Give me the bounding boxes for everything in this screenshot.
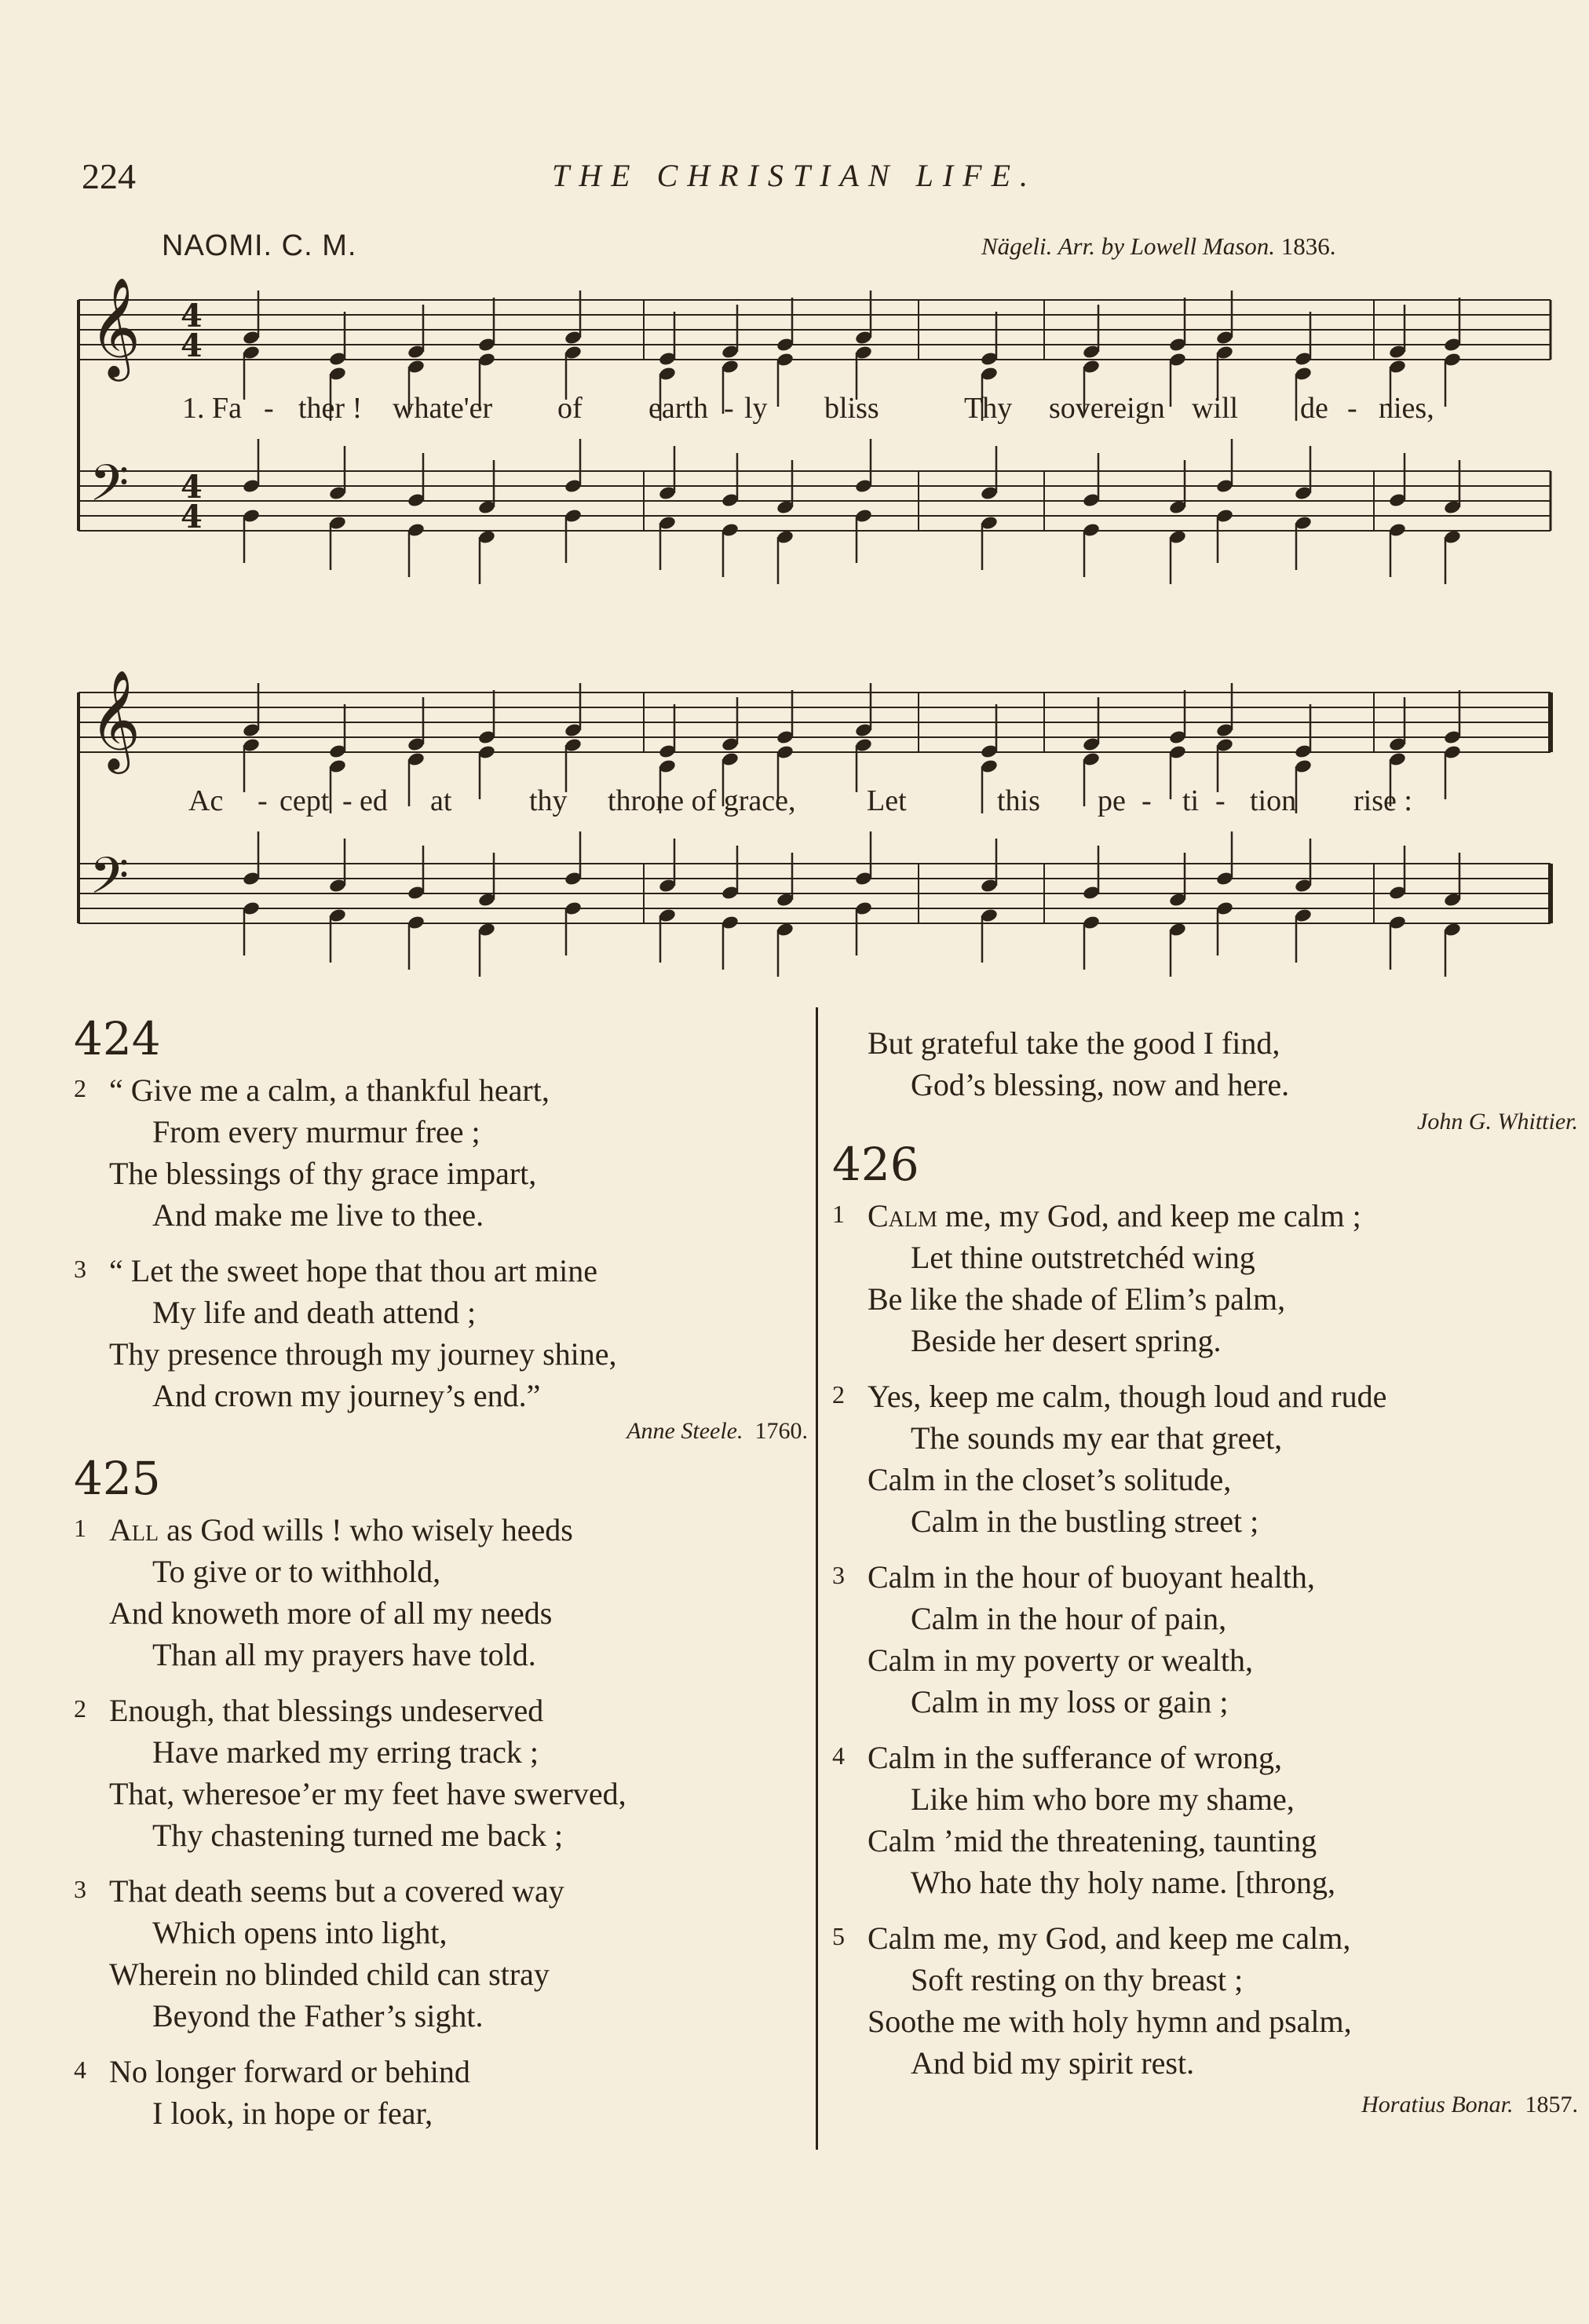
- verse-line: Who hate thy holy name. [throng,: [911, 1865, 1335, 1900]
- stanza-number: 2: [74, 1074, 86, 1102]
- verse-line-rest: as God wills ! who wisely heeds: [159, 1512, 573, 1548]
- verse-line: And knoweth more of all my needs: [109, 1595, 553, 1631]
- hymn-number: 426: [832, 1138, 919, 1191]
- verse-line: Be like the shade of Elim’s palm,: [868, 1281, 1286, 1317]
- lyric-syllable: of: [557, 392, 583, 425]
- year: 1857.: [1525, 2092, 1578, 2118]
- verse-line: Enough, that blessings undeserved: [109, 1693, 544, 1728]
- time-signature: 4: [181, 499, 203, 535]
- lyric-syllable: -: [1142, 784, 1152, 817]
- stanza: [74, 1069, 808, 1236]
- lyric-syllable: will: [1192, 392, 1239, 425]
- lyric-syllable: sovereign: [1049, 392, 1165, 425]
- verse-line: Soft resting on thy breast ;: [911, 1962, 1244, 1997]
- lyric-syllable: ti: [1182, 784, 1200, 817]
- hymn-attribution: [832, 1109, 1578, 1135]
- verse-line: Soothe me with holy hymn and psalm,: [868, 2004, 1352, 2039]
- stanza: [832, 1376, 1554, 1542]
- verse-line: Calm in my loss or gain ;: [911, 1684, 1229, 1719]
- stanza: [832, 1917, 1554, 2084]
- verse-line: Calm me, my God, and keep me calm,: [868, 1920, 1351, 1956]
- verse-line: From every murmur free ;: [152, 1114, 480, 1149]
- lyric-syllable: at: [430, 784, 452, 817]
- lyric-syllable: -: [342, 784, 353, 817]
- lyric-syllable: thy: [529, 784, 568, 817]
- author: John G. Whittier.: [1417, 1109, 1578, 1135]
- running-title: THE CHRISTIAN LIFE.: [552, 158, 1037, 193]
- stanza-continued: [832, 1022, 1554, 1105]
- stanza: [832, 1556, 1554, 1723]
- lyric-syllable: ther !: [298, 392, 363, 425]
- verse-line: Calm in the bustling street ;: [911, 1504, 1259, 1539]
- verse-line: Let thine outstretchéd wing: [911, 1240, 1255, 1275]
- lyric-syllable: whate'er: [393, 392, 493, 425]
- verse-line: That death seems but a covered way: [109, 1873, 564, 1909]
- stanza: [74, 1690, 808, 1856]
- lyric-syllable: -: [1215, 784, 1226, 817]
- stanza-number: 1: [832, 1200, 845, 1228]
- stanza-number: 4: [74, 2055, 86, 2084]
- hymn-number: 425: [74, 1452, 161, 1505]
- verse-line: Beside her desert spring.: [911, 1323, 1222, 1358]
- verse-line-rest: me, my God, and keep me calm ;: [937, 1198, 1361, 1233]
- right-column: [832, 1005, 1578, 2125]
- stanza: [832, 1737, 1554, 1903]
- verse-line: To give or to withhold,: [152, 1554, 441, 1589]
- stanza-number: 3: [74, 1875, 86, 1903]
- time-signature: 4: [181, 298, 203, 334]
- bass-clef: 𝄢: [89, 847, 130, 918]
- left-column: [74, 1005, 808, 2148]
- verse-line: But grateful take the good I find,: [868, 1025, 1280, 1061]
- lyric-syllable: nies,: [1379, 392, 1434, 425]
- lyric-syllable: earth: [648, 392, 708, 425]
- music-score: [0, 0, 1589, 989]
- tune-name: NAOMI. C. M.: [162, 229, 357, 262]
- lyric-syllable: Ac: [188, 784, 224, 817]
- time-signature: 4: [181, 469, 203, 506]
- initial-word: Calm: [868, 1198, 937, 1233]
- verse-line: Which opens into light,: [152, 1915, 447, 1950]
- verse-line: Calm in my poverty or wealth,: [868, 1643, 1254, 1678]
- verse-line: And crown my journey’s end.”: [152, 1378, 541, 1413]
- verse-line: That, wheresoe’er my feet have swerved,: [109, 1776, 626, 1811]
- verse-line: Thy presence through my journey shine,: [109, 1336, 617, 1372]
- lyric-syllable: -: [1347, 392, 1357, 425]
- stanza-number: 3: [74, 1255, 86, 1283]
- stanza: [74, 1250, 808, 1416]
- initial-word: All: [109, 1512, 159, 1548]
- lyric-syllable: tion: [1250, 784, 1297, 817]
- lyric-syllable: ed: [360, 784, 388, 817]
- lyric-syllable: -: [258, 784, 268, 817]
- author: Horatius Bonar.: [1361, 2092, 1514, 2118]
- stanza-number: 4: [832, 1741, 845, 1770]
- stanza-number: 1: [74, 1514, 86, 1542]
- verse-line: The sounds my ear that greet,: [911, 1420, 1283, 1456]
- verse-line: Calm in the hour of buoyant health,: [868, 1559, 1315, 1595]
- verse-line: Like him who bore my shame,: [911, 1781, 1295, 1817]
- verse-line: [74, 1509, 808, 1551]
- column-divider: [816, 1007, 818, 2150]
- verse-line: Yes, keep me calm, though loud and rude: [868, 1379, 1387, 1414]
- treble-clef: 𝄞: [89, 276, 141, 377]
- lyric-syllable: ly: [744, 392, 768, 425]
- stanza-number: 2: [832, 1380, 845, 1409]
- verse-line: Beyond the Father’s sight.: [152, 1998, 484, 2034]
- stanza: [832, 1195, 1554, 1361]
- year: 1760.: [754, 1418, 808, 1444]
- verse-line: [832, 1195, 1554, 1237]
- lyric-syllable: bliss: [824, 392, 879, 425]
- lyric-syllable: cept: [279, 784, 330, 817]
- lyric-syllable: 1. Fa: [182, 392, 242, 425]
- lyric-syllable: this: [997, 784, 1040, 817]
- bass-clef: 𝄢: [89, 455, 130, 525]
- verse-line: No longer forward or behind: [109, 2054, 470, 2089]
- verse-line: Calm in the closet’s solitude,: [868, 1462, 1232, 1497]
- lyric-syllable: -: [724, 392, 734, 425]
- verse-line: Calm ’mid the threatening, taunting: [868, 1823, 1317, 1858]
- verse-line: And make me live to thee.: [152, 1197, 484, 1233]
- stanza-number: 2: [74, 1694, 86, 1723]
- lyric-syllable: Thy: [964, 392, 1013, 425]
- stanza: [74, 1870, 808, 2037]
- author: Anne Steele.: [626, 1418, 743, 1444]
- stanza-number: 3: [832, 1561, 845, 1589]
- lyric-syllable: pe: [1098, 784, 1126, 817]
- stanza: [74, 2051, 808, 2134]
- verse-line: God’s blessing, now and here.: [911, 1067, 1290, 1102]
- verse-line: And bid my spirit rest.: [911, 2045, 1195, 2081]
- hymn-number: 424: [74, 1012, 161, 1065]
- composer-year: 1836.: [1280, 232, 1336, 260]
- lyric-syllable: -: [264, 392, 274, 425]
- page-number: 224: [82, 156, 136, 196]
- lyric-syllable: throne of grace,: [608, 784, 796, 817]
- hymn-attribution: [832, 2092, 1578, 2118]
- verse-line: Have marked my erring track ;: [152, 1734, 539, 1770]
- verse-line: I look, in hope or fear,: [152, 2096, 433, 2131]
- verse-line: Calm in the hour of pain,: [911, 1601, 1227, 1636]
- verse-line: Wherein no blinded child can stray: [109, 1957, 550, 1992]
- hymn-attribution: [74, 1418, 808, 1445]
- verse-line: “ Let the sweet hope that thou art mine: [109, 1253, 598, 1288]
- lyric-syllable: Let: [867, 784, 907, 817]
- stanza: [74, 1509, 808, 1675]
- treble-clef: 𝄞: [89, 669, 141, 769]
- lyric-syllable: rise :: [1353, 784, 1412, 817]
- verse-line: The blessings of thy grace impart,: [109, 1156, 537, 1191]
- time-signature: 4: [181, 327, 203, 364]
- score-staves: [79, 276, 1551, 977]
- verse-line: Than all my prayers have told.: [152, 1637, 536, 1672]
- verse-line: “ Give me a calm, a thankful heart,: [109, 1072, 550, 1108]
- composer-name: Nägeli. Arr. by Lowell Mason.: [981, 232, 1276, 260]
- verse-line: Calm in the sufferance of wrong,: [868, 1740, 1282, 1775]
- verse-line: Thy chastening turned me back ;: [152, 1818, 564, 1853]
- stanza-number: 5: [832, 1922, 845, 1950]
- verse-line: My life and death attend ;: [152, 1295, 477, 1330]
- lyric-syllable: de: [1300, 392, 1328, 425]
